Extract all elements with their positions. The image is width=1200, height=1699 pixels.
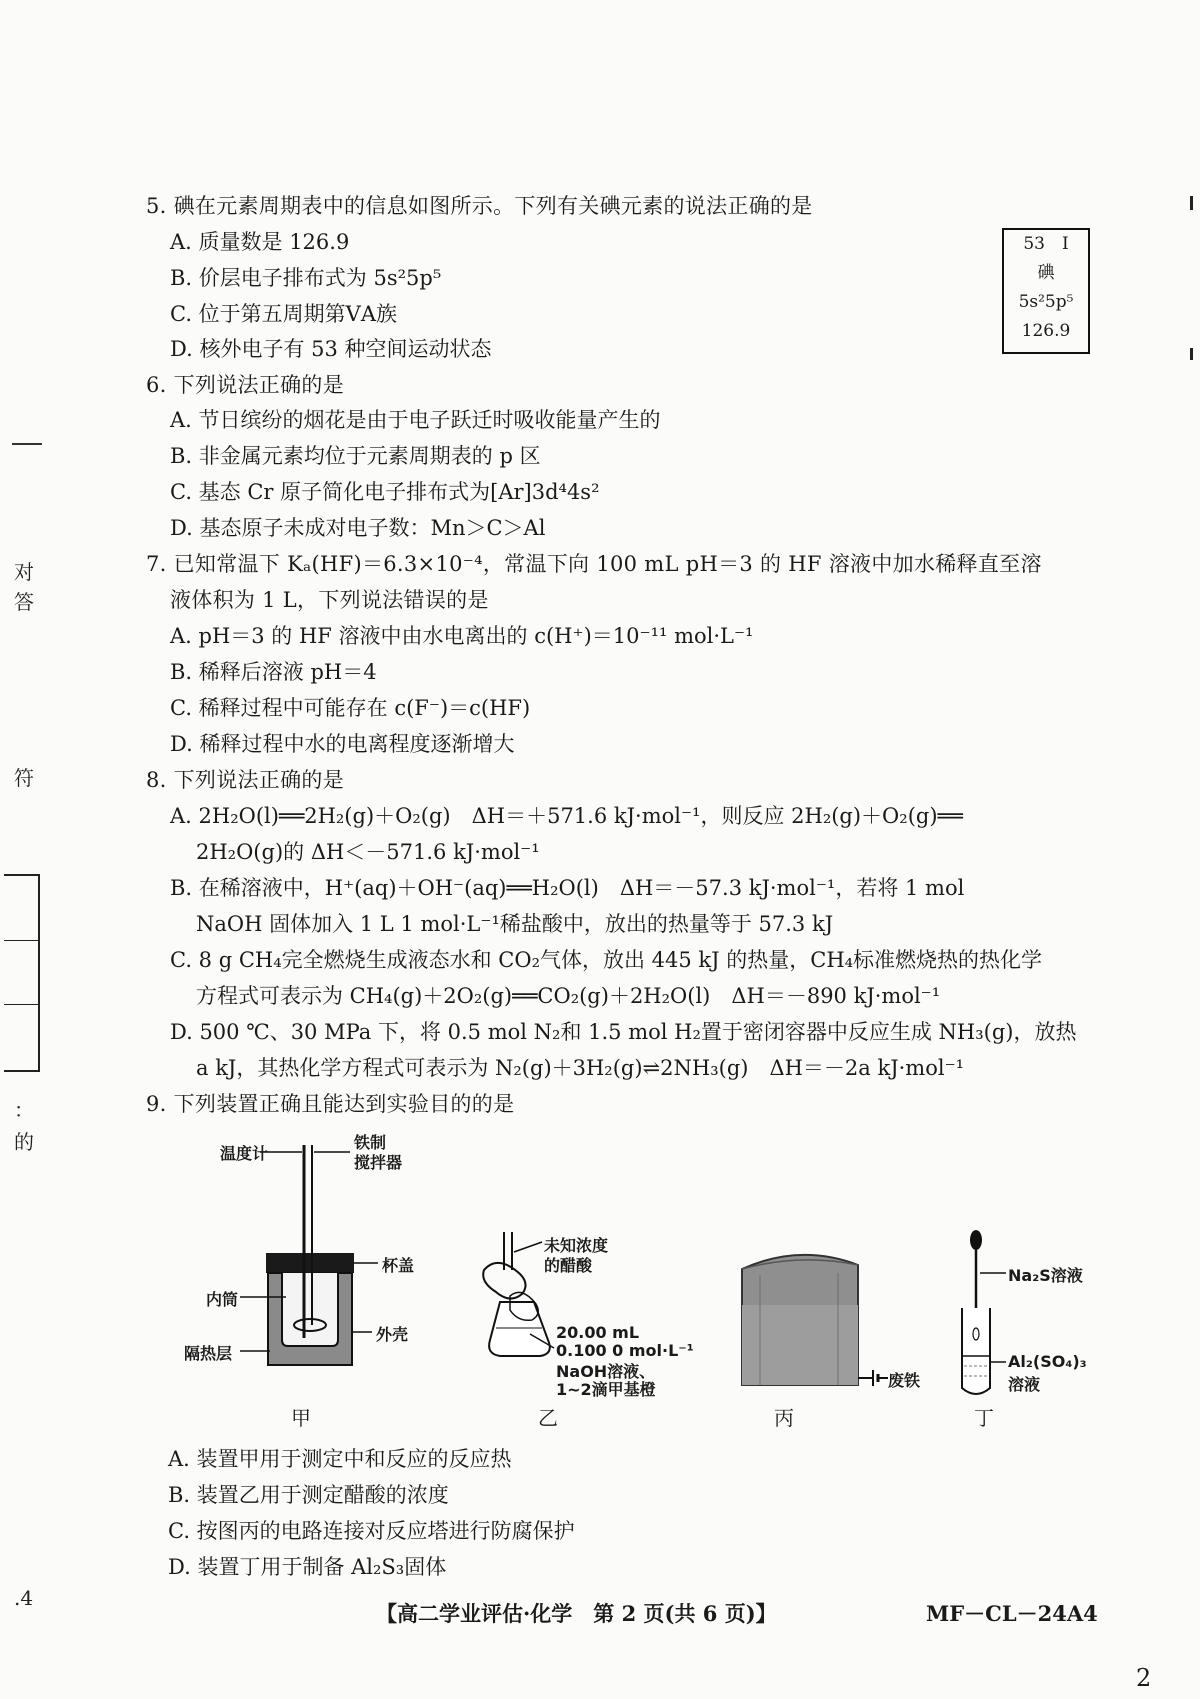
label-acid-2: 的醋酸 — [544, 1256, 593, 1275]
q8-option-a-line2: 2H₂O(g)的 ΔH＜－571.6 kJ·mol⁻¹ — [196, 840, 540, 864]
q5-option-a: A. 质量数是 126.9 — [170, 230, 350, 254]
margin-binding-box — [4, 874, 40, 1072]
q8-option-d-line2: a kJ，其热化学方程式可表示为 N₂(g)＋3H₂(g)⇌2NH₃(g) ΔH＝－2a kJ·mol⁻¹ — [196, 1056, 965, 1080]
q6-option-a: A. 节日缤纷的烟花是由于电子跃迁时吸收能量产生的 — [170, 408, 661, 432]
iodine-element-box — [1002, 228, 1090, 354]
caption-jia: 甲 — [291, 1406, 311, 1430]
caption-yi: 乙 — [538, 1406, 558, 1430]
q9-stem: 9. 下列装置正确且能达到实验目的的是 — [146, 1092, 515, 1116]
label-naoh-2: 0.100 0 mol·L⁻¹ — [556, 1341, 694, 1360]
label-na2s-solution: Na₂S溶液 — [1008, 1266, 1083, 1285]
q5-stem: 5. 碘在元素周期表中的信息如图所示。下列有关碘元素的说法正确的是 — [146, 194, 813, 218]
label-lid: 杯盖 — [382, 1256, 415, 1275]
label-naoh-1: 20.00 mL — [556, 1323, 640, 1342]
q9-option-a: A. 装置甲用于测定中和反应的反应热 — [168, 1447, 512, 1471]
label-acid-1: 未知浓度 — [544, 1236, 609, 1255]
footer-title: 【高二学业评估·化学 第 2 页(共 6 页)】 — [376, 1601, 777, 1626]
q8-stem: 8. 下列说法正确的是 — [146, 768, 345, 792]
element-name: 碘 — [1037, 263, 1055, 283]
q5-option-b: B. 价层电子排布式为 5s²5p⁵ — [170, 266, 442, 290]
reaction-tower-figure — [720, 1245, 870, 1390]
margin-text-4: .4 — [14, 1586, 34, 1610]
q8-option-d-line1: D. 500 ℃、30 MPa 下，将 0.5 mol N₂和 1.5 mol H₂置于密闭容器中反应生成 NH₃(g)，放热 — [170, 1020, 1077, 1044]
margin-binding-divider-1 — [4, 940, 38, 941]
margin-text-de: 的 — [14, 1130, 34, 1154]
q7-option-d: D. 稀释过程中水的电离程度逐渐增大 — [170, 732, 515, 756]
label-scrap-iron: 废铁 — [888, 1371, 921, 1390]
margin-text-dui: 对 — [14, 560, 34, 584]
margin-binding-divider-2 — [4, 1004, 38, 1005]
label-inner-cylinder: 内筒 — [206, 1290, 239, 1309]
footer-code: MF－CL－24A4 — [926, 1601, 1098, 1626]
q7-option-b: B. 稀释后溶液 pH＝4 — [170, 660, 377, 684]
q6-option-b: B. 非金属元素均位于元素周期表的 p 区 — [170, 444, 541, 468]
q6-stem: 6. 下列说法正确的是 — [146, 373, 345, 397]
caption-bing: 丙 — [774, 1406, 794, 1430]
calorimeter-figure — [200, 1140, 480, 1420]
dropper-test-tube-figure — [950, 1228, 1010, 1398]
label-stirrer-1: 铁制 — [354, 1133, 387, 1152]
q7-stem-line1: 7. 已知常温下 Kₐ(HF)＝6.3×10⁻⁴，常温下向 100 mL pH＝3 的 HF 溶液中加水稀释直至溶 — [146, 552, 1042, 576]
q9-option-d: D. 装置丁用于制备 Al₂S₃固体 — [168, 1555, 447, 1579]
caption-ding: 丁 — [974, 1406, 994, 1430]
page-number: 2 — [1136, 1664, 1152, 1692]
q9-option-b: B. 装置乙用于测定醋酸的浓度 — [168, 1483, 449, 1507]
label-naoh-3: NaOH溶液、 — [556, 1362, 656, 1381]
margin-text-colon: ： — [14, 1098, 34, 1122]
margin-text-da: 答 — [14, 590, 34, 614]
label-naoh-4: 1~2滴甲基橙 — [556, 1380, 656, 1399]
label-stirrer-2: 搅拌器 — [354, 1153, 403, 1172]
label-al2so43-2: 溶液 — [1008, 1375, 1041, 1394]
q5-option-d: D. 核外电子有 53 种空间运动状态 — [170, 337, 492, 361]
label-insulation: 隔热层 — [184, 1344, 233, 1363]
q7-option-a: A. pH＝3 的 HF 溶液中由水电离出的 c(H⁺)＝10⁻¹¹ mol·L⁻¹ — [170, 624, 754, 648]
right-margin-mark-2 — [1190, 348, 1193, 360]
q8-option-c-line2: 方程式可表示为 CH₄(g)＋2O₂(g)══CO₂(g)＋2H₂O(l) ΔH＝－890 kJ·mol⁻¹ — [196, 984, 941, 1008]
label-thermometer: 温度计 — [220, 1144, 269, 1163]
q7-stem-line2: 液体积为 1 L，下列说法错误的是 — [170, 588, 489, 612]
q8-option-b-line2: NaOH 固体加入 1 L 1 mol·L⁻¹稀盐酸中，放出的热量等于 57.3 kJ — [196, 912, 834, 936]
element-number-symbol: 53 I — [1023, 234, 1069, 254]
q7-option-c: C. 稀释过程中可能存在 c(F⁻)＝c(HF) — [170, 696, 531, 720]
margin-line — [12, 443, 42, 445]
q6-option-c: C. 基态 Cr 原子简化电子排布式为[Ar]3d⁴4s² — [170, 480, 600, 504]
q9-option-c: C. 按图丙的电路连接对反应塔进行防腐保护 — [168, 1519, 575, 1543]
element-config: 5s²5p⁵ — [1018, 292, 1074, 312]
label-outer-shell: 外壳 — [376, 1325, 409, 1344]
q8-option-b-line1: B. 在稀溶液中，H⁺(aq)＋OH⁻(aq)══H₂O(l) ΔH＝－57.3 kJ·mol⁻¹，若将 1 mol — [170, 876, 965, 900]
q8-option-a-line1: A. 2H₂O(l)══2H₂(g)＋O₂(g) ΔH＝＋571.6 kJ·mol⁻¹，则反应 2H₂(g)＋O₂(g)══ — [170, 804, 963, 828]
label-al2so43-1: Al₂(SO₄)₃ — [1008, 1352, 1087, 1371]
q6-option-d: D. 基态原子未成对电子数：Mn＞C＞Al — [170, 516, 546, 540]
right-margin-mark-1 — [1190, 196, 1193, 210]
q5-option-c: C. 位于第五周期第ⅤA族 — [170, 302, 398, 326]
margin-text-fu: 符 — [14, 766, 34, 790]
battery-icon — [868, 1366, 888, 1390]
element-mass: 126.9 — [1021, 321, 1071, 341]
q8-option-c-line1: C. 8 g CH₄完全燃烧生成液态水和 CO₂气体，放出 445 kJ 的热量，CH₄标准燃烧热的热化学 — [170, 948, 1043, 972]
